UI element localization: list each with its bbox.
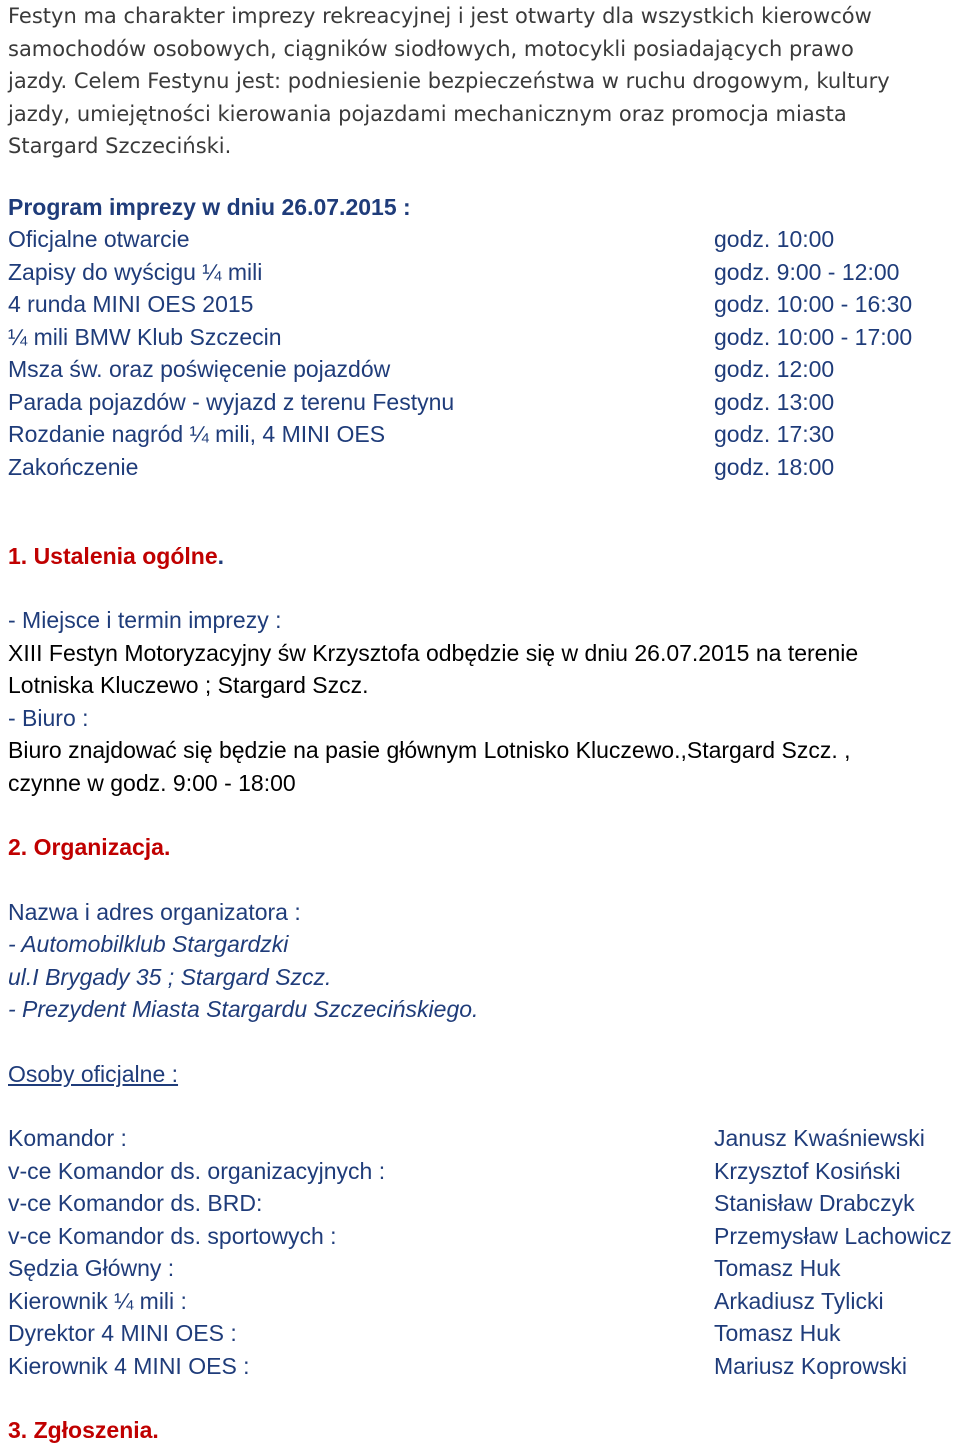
program-event: Oficjalne otwarcie [8, 226, 190, 252]
official-role: Sędzia Główny : [8, 1255, 175, 1281]
official-role: Komandor : [8, 1125, 127, 1151]
program-event: Rozdanie nagród ¼ mili, 4 MINI OES [8, 421, 386, 447]
section-1-heading-dot: . [217, 543, 224, 569]
organizer-line: - Prezydent Miasta Stargardu Szczecińskiego. [8, 996, 479, 1022]
official-role: Dyrektor 4 MINI OES : [8, 1320, 237, 1346]
officials-heading: Osoby oficjalne : [8, 1061, 179, 1087]
intro-line: jazdy. Celem Festynu jest: podniesienie bezpieczeństwa w ruchu drogowym, kultury [8, 69, 890, 93]
program-time: godz. 10:00 - 17:00 [714, 324, 913, 350]
intro-paragraph [8, 0, 956, 163]
program-time: godz. 10:00 - 16:30 [714, 291, 913, 317]
program-event: Zapisy do wyścigu ¼ mili [8, 259, 263, 285]
program-time: godz. 18:00 [714, 454, 835, 480]
program-event: 4 runda MINI OES 2015 [8, 291, 254, 317]
section-3-heading: 3. Zgłoszenia. [8, 1417, 159, 1443]
official-role: v-ce Komandor ds. BRD: [8, 1190, 263, 1216]
program-event: Zakończenie [8, 454, 139, 480]
official-name: Janusz Kwaśniewski [714, 1125, 925, 1151]
program-time: godz. 13:00 [714, 389, 835, 415]
intro-line: jazdy, umiejętności kierowania pojazdami mechanicznym oraz promocja miasta [8, 101, 847, 126]
program-event: Msza św. oraz poświęcenie pojazdów [8, 356, 391, 382]
office-label: - Biuro : [8, 705, 89, 731]
official-name: Tomasz Huk [714, 1255, 841, 1281]
office-text: czynne w godz. 9:00 - 18:00 [8, 770, 296, 796]
section-1-title: 1. Ustalenia ogólne [8, 543, 218, 569]
program-time: godz. 12:00 [714, 356, 835, 382]
program-heading: Program imprezy w dniu 26.07.2015 : [8, 194, 411, 220]
organizer-line: ul.I Brygady 35 ; Stargard Szcz. [8, 964, 332, 990]
official-name: Przemysław Lachowicz [714, 1223, 952, 1249]
official-role: Kierownik 4 MINI OES : [8, 1353, 250, 1379]
program-time: godz. 10:00 [714, 226, 835, 252]
organizer-label: Nazwa i adres organizatora : [8, 899, 301, 925]
section-2-heading: 2. Organizacja. [8, 834, 171, 860]
office-text: Biuro znajdować się będzie na pasie głównym Lotnisko Kluczewo.,Stargard Szcz. , [8, 737, 851, 763]
venue-text: XIII Festyn Motoryzacyjny św Krzysztofa odbędzie się w dniu 26.07.2015 na terenie [8, 640, 859, 666]
intro-line: Festyn ma charakter imprezy rekreacyjnej i jest otwarty dla wszystkich kierowców [8, 4, 872, 28]
official-role: Kierownik ¼ mili : [8, 1288, 187, 1314]
intro-line: Stargard Szczeciński. [8, 134, 232, 158]
program-time: godz. 17:30 [714, 421, 835, 447]
official-name: Krzysztof Kosiński [714, 1158, 901, 1184]
program-event: ¼ mili BMW Klub Szczecin [8, 324, 282, 350]
official-role: v-ce Komandor ds. organizacyjnych : [8, 1158, 386, 1184]
program-time: godz. 9:00 - 12:00 [714, 259, 900, 285]
official-name: Mariusz Koprowski [714, 1353, 907, 1379]
official-role: v-ce Komandor ds. sportowych : [8, 1223, 337, 1249]
program-event: Parada pojazdów - wyjazd z terenu Festynu [8, 389, 455, 415]
venue-label: - Miejsce i termin imprezy : [8, 607, 282, 633]
section-1-heading [8, 540, 224, 572]
official-name: Stanisław Drabczyk [714, 1190, 915, 1216]
official-name: Tomasz Huk [714, 1320, 841, 1346]
intro-line: samochodów osobowych, ciągników siodłowych, motocykli posiadających prawo [8, 36, 854, 61]
organizer-line: - Automobilklub Stargardzki [8, 931, 289, 957]
venue-text: Lotniska Kluczewo ; Stargard Szcz. [8, 672, 369, 698]
official-name: Arkadiusz Tylicki [714, 1288, 884, 1314]
